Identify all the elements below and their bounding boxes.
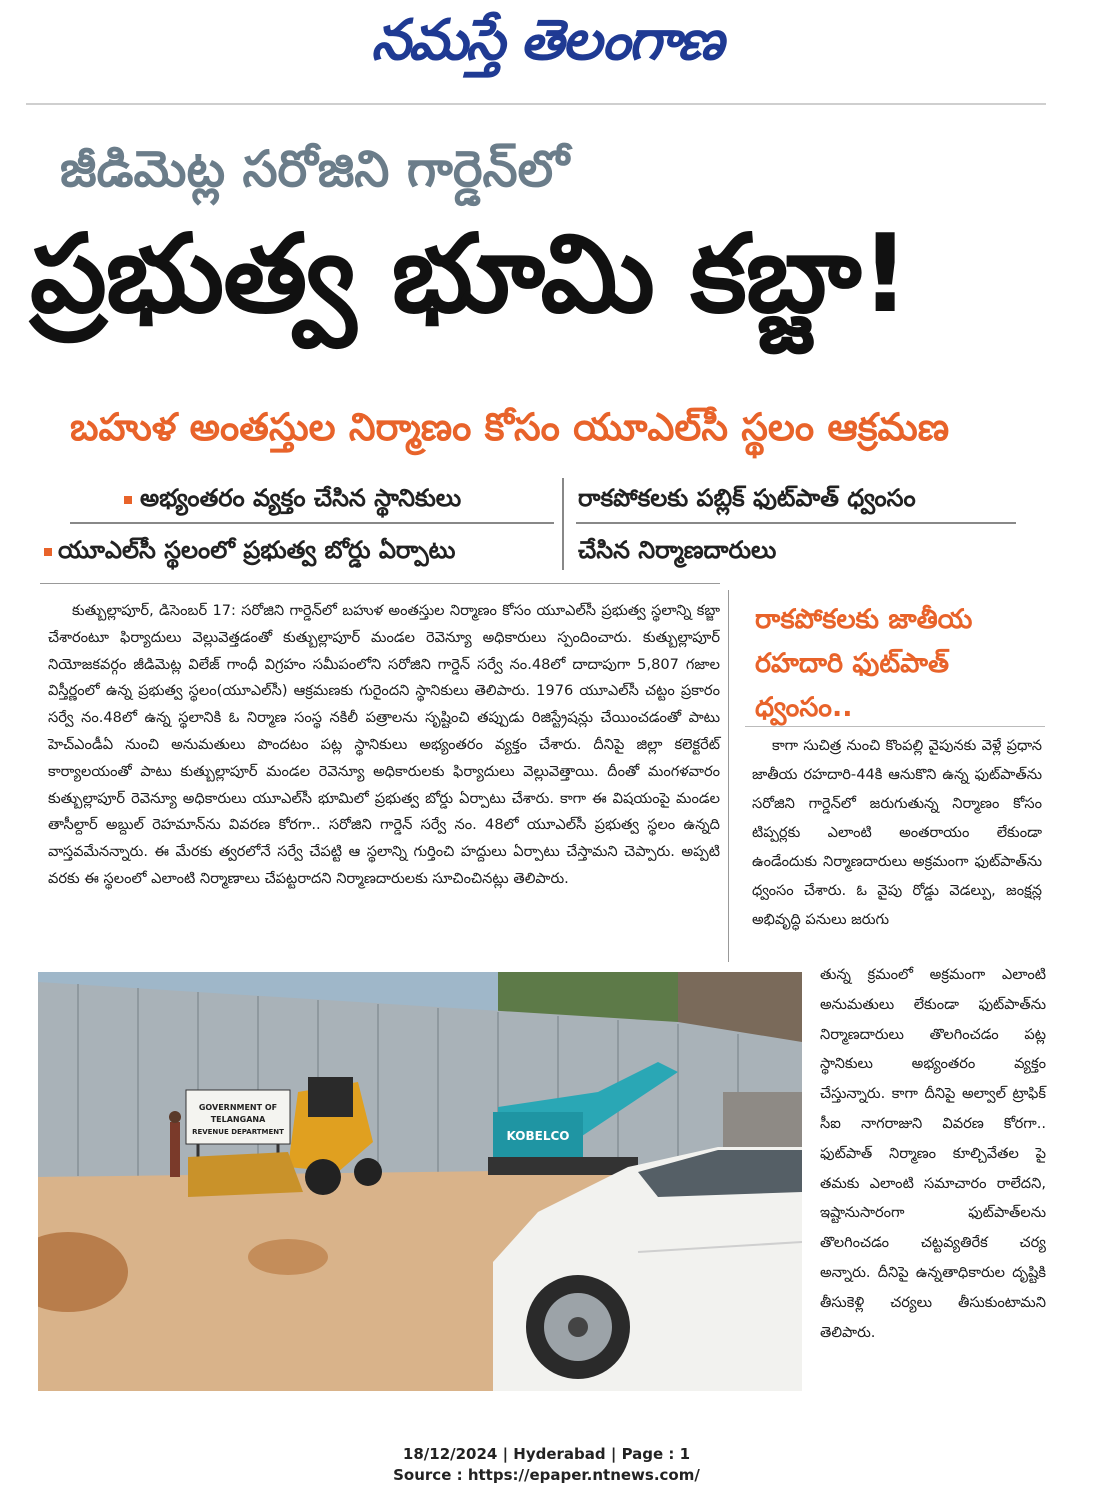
- highlight-item: రాకపోకలకు పబ్లిక్ ఫుట్‌పాత్ ధ్వంసం: [578, 484, 916, 512]
- article-body: [48, 598, 720, 893]
- highlights-box: [40, 478, 1020, 578]
- footer-dateline: 18/12/2024 | Hyderabad | Page : 1: [402, 1445, 691, 1463]
- masthead-divider: [26, 103, 1046, 105]
- sign-text: GOVERNMENT OF: [198, 1103, 278, 1112]
- svg-text:REVENUE DEPARTMENT: REVENUE DEPARTMENT: [192, 1128, 284, 1136]
- highlight-item: చేసిన నిర్మాణదారులు: [578, 536, 777, 564]
- bullet-icon: [124, 496, 132, 504]
- sidebar-paragraph: తున్న క్రమంలో అక్రమంగా ఎలాంటి అనుమతులు లేకుండా ఫుట్‌పాత్‌ను నిర్మాణదారులు తొలగించడం పట్ల స్థానికులు అభ్యంతరం వ్యక్తం చేస్తున్నారు. కాగా దీనిపై అల్వాల్ ట్రాఫిక్ సీఐ నాగరాజుని వివరణ కోరగా.. ఫుట్‌పాత్ నిర్మాణం కూల్చివేతల పై తమకు ఎలాంటి సమాచారం రాలేదని, ఇష్టానుసారంగా ఫుట్‌పాత్‌లను తొలగించడం చట్టవ్యతిరేక చర్య అన్నారు. దీనిపై ఉన్నతాధికారుల దృష్టికి తీసుకెళ్లి చర్యలు తీసుకుంటామని తెలిపారు.: [820, 966, 1046, 1341]
- divider: [70, 522, 554, 524]
- divider: [562, 478, 564, 570]
- article-subhead: బహుళ అంతస్తుల నిర్మాణం కోసం యూఎల్‌సీ స్థలం ఆక్రమణ: [70, 405, 950, 449]
- sidebar-body: [752, 731, 1042, 934]
- bullet-icon: [44, 548, 52, 556]
- sidebar-body-continued: [820, 960, 1046, 1347]
- body-paragraph: కుత్బుల్లాపూర్, డిసెంబర్ 17: సరోజిని గార్డెన్‌లో బహుళ అంతస్తుల నిర్మాణం కోసం యూఎల్‌సీ ప్రభుత్వ స్థలాన్ని కబ్జా చేశారంటూ ఫిర్యాదులు వెల్లువెత్తడంతో కుత్బుల్లాపూర్ మండల రెవెన్యూ అధికారులు స్పందించారు. కుత్బుల్లాపూర్ నియోజకవర్గం జీడిమెట్ల విలేజ్ గాంధీ విగ్రహం సమీపంలోని సరోజిని గార్డెన్ సర్వే నం.48లో దాదాపుగా 5,807 గజాల విస్తీర్ణంలో ఉన్న ప్రభుత్వ స్థలం(యూఎల్‌సీ) ఆక్రమణకు గురైందని స్థానికులు తెలిపారు. 1976 యూఎల్‌సీ చట్టం ప్రకారం సర్వే నం.48లో ఉన్న స్థలానికి ఓ నిర్మాణ సంస్థ నకిలీ పత్రాలను సృష్టించి తప్పుడు రిజిస్ట్రేషన్లు చేయించడంతో పాటు హెచ్‌ఎండీఏ నుంచి అనుమతులు పొందటం పట్ల స్థానికులు అభ్యంతరం వ్యక్తం చేశారు. దీనిపై జిల్లా కలెక్టరేట్ కార్యాలయంతో పాటు కుత్బుల్లాపూర్ మండల రెవెన్యూ అధికారులకు ఫిర్యాదులు వెల్లువెత్తాయి. దీంతో మంగళవారం కుత్బుల్లాపూర్ రెవెన్యూ అధికారులు యూఎల్‌సీ భూమిలో ప్రభుత్వ బోర్డు ఏర్పాటు చేశారు. కాగా ఈ విషయంపై మండల తాసీల్దార్ అబ్దుల్ రెహమాన్‌ను వివరణ కోరగా.. సరోజిని గార్డెన్ సర్వే నం. 48లో యూఎల్‌సీ ప్రభుత్వ స్థలం ఉన్నది వాస్తవమేనన్నారు. ఈ మేరకు త్వరలోనే సర్వే చేపట్టి ఆ స్థలాన్ని గుర్తించి హద్దులు ఏర్పాటు చేస్తామని చెప్పారు. అప్పటి వరకు ఈ స్థలంలో ఎలాంటి నిర్మాణాలు చేపట్టరాదని నిర్మాణదారులకు సూచించినట్లు తెలిపారు.: [48, 602, 720, 887]
- footer-source: Source : https://epaper.ntnews.com/: [393, 1466, 700, 1484]
- svg-text:TELANGANA: TELANGANA: [210, 1115, 266, 1124]
- masthead: [0, 6, 1093, 86]
- article-headline: ప్రభుత్వ భూమి కబ్జా!: [30, 212, 909, 337]
- newspaper-logo: నమస్తే తెలంగాణ: [371, 8, 722, 73]
- highlight-item: అభ్యంతరం వ్యక్తం చేసిన స్థానికులు: [140, 484, 462, 512]
- divider: [576, 522, 1016, 524]
- column-divider: [728, 590, 729, 962]
- article-kicker: జీడిమెట్ల సరోజిని గార్డెన్‌లో: [60, 140, 570, 198]
- sidebar-heading: రాకపోకలకు జాతీయ రహదారి ఫుట్‌పాత్ ధ్వంసం..: [755, 604, 973, 723]
- divider: [745, 726, 1045, 727]
- page-footer: [0, 1444, 1093, 1486]
- divider: [40, 583, 720, 584]
- excavator-brand: KOBELCO: [506, 1129, 570, 1143]
- highlight-item: యూఎల్‌సీ స్థలంలో ప్రభుత్వ బోర్డు ఏర్పాటు: [58, 536, 456, 564]
- news-photo: [38, 972, 802, 1391]
- sidebar-paragraph: కాగా సుచిత్ర నుంచి కొంపల్లి వైపునకు వెళ్లే ప్రధాన జాతీయ రహదారి-44కి ఆనుకొని ఉన్న ఫుట్‌పాత్‌ను సరోజిని గార్డెన్‌లో జరుగుతున్న నిర్మాణం కోసం టిప్పర్లకు ఎలాంటి అంతరాయం లేకుండా ఉండేందుకు నిర్మాణదారులు అక్రమంగా ఫుట్‌పాత్‌ను ధ్వంసం చేశారు. ఓ వైపు రోడ్డు వెడల్పు, జంక్షన్ల అభివృద్ధి పనులు జరుగు: [752, 737, 1042, 928]
